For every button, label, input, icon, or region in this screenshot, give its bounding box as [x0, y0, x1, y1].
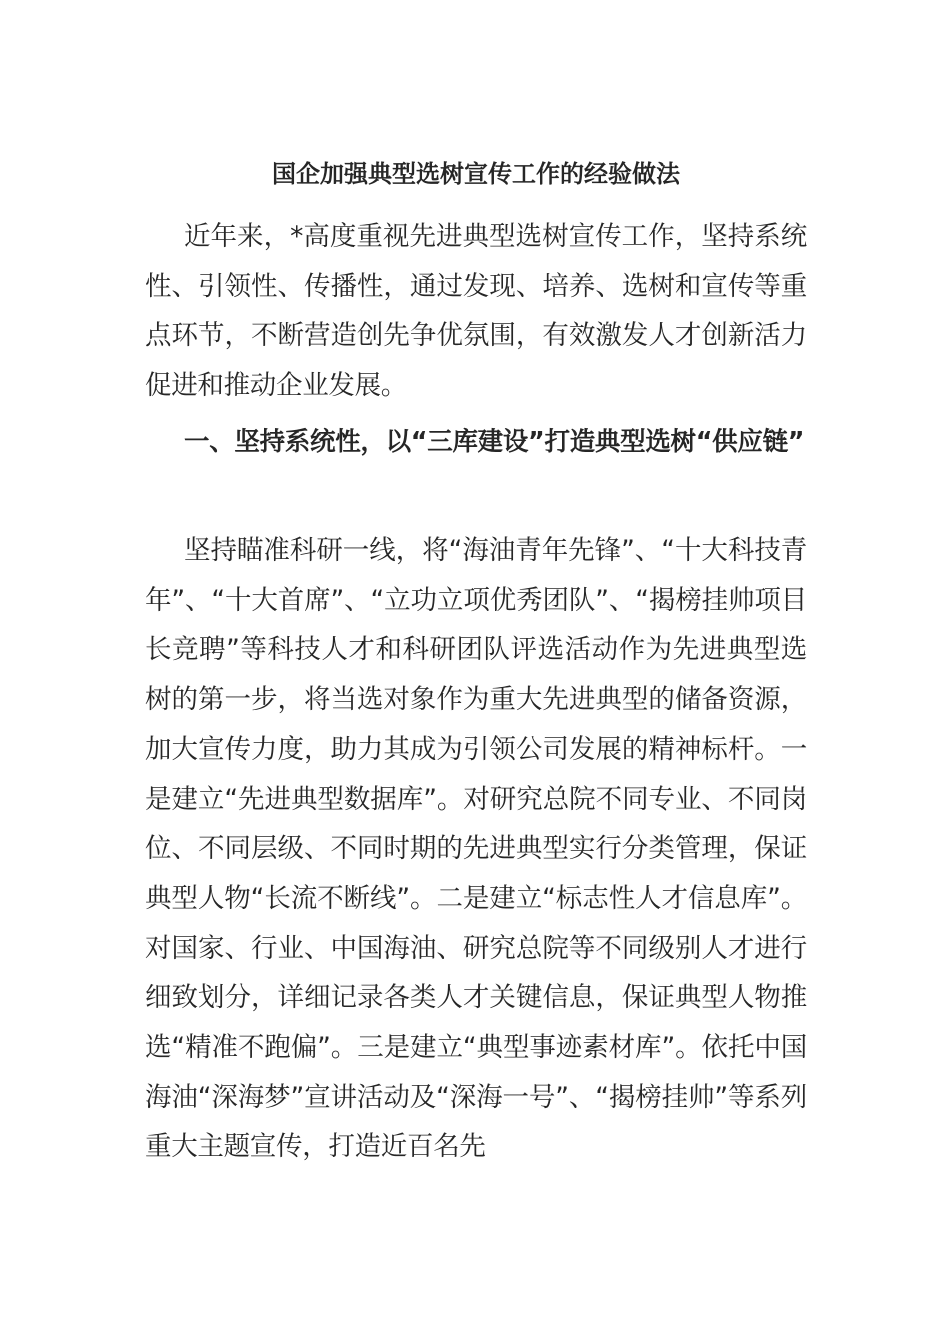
document-title: 国企加强典型选树宣传工作的经验做法 [272, 160, 680, 188]
section-body-paragraph: 坚持瞄准科研一线，将“海油青年先锋”、“十大科技青年”、“十大首席”、“立功立项优秀团队”、“揭榜挂帅项目长竞聘”等科技人才和科研团队评选活动作为先进典型选树的第一步，将当选对象作为重大先进典型的储备资源，加大宣传力度，助力其成为引领公司发展的精神标杆。一是建立“先进典型数据库”。对研究总院不同专业、不同岗位、不同层级、不同时期的先进典型实行分类管理，保证典型人物“长流不断线”。二是建立“标志性人才信息库”。对国家、行业、中国海油、研究总院等不同级别人才进行细致划分，详细记录各类人才关键信息，保证典型人物推选“精准不跑偏”。三是建立“典型事迹素材库”。依托中国海油“深海梦”宣讲活动及“深海一号”、“揭榜挂帅”等系列重大主题宣传，打造近百名先 [145, 535, 807, 1163]
intro-paragraph: 近年来，*高度重视先进典型选树宣传工作，坚持系统性、引领性、传播性，通过发现、培养、选树和宣传等重点环节，不断营造创先争优氛围，有效激发人才创新活力促进和推动企业发展。 [145, 221, 807, 402]
section-heading: 一、坚持系统性，以“三库建设”打造典型选树“供应链” [184, 427, 805, 457]
